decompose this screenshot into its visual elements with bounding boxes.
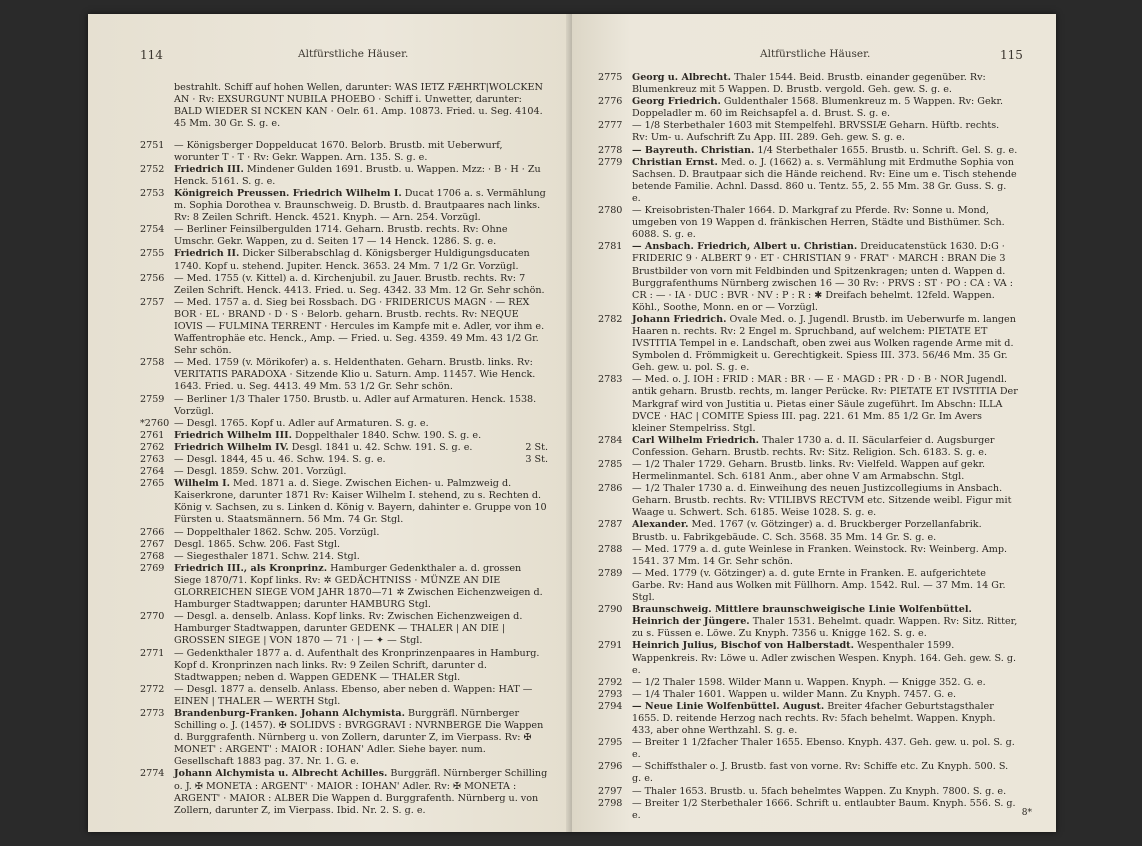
entry-number: 2783 bbox=[598, 374, 623, 386]
entry-title: Friedrich Wilhelm IV. bbox=[174, 441, 289, 453]
entry-number: 2759 bbox=[140, 393, 165, 405]
catalog-entry bbox=[598, 543, 1018, 568]
catalog-entry bbox=[140, 163, 548, 188]
entry-title: Friedrich II. bbox=[174, 248, 240, 260]
entry-title: Christian Ernst. bbox=[632, 156, 718, 168]
catalog-entry bbox=[140, 429, 548, 442]
catalog-entry bbox=[598, 483, 1018, 519]
entry-number: 2776 bbox=[598, 96, 623, 108]
entry-text: — Kreisobristen-Thaler 1664. D. Markgraf zu Pferde. Rv: Sonne u. Mond, umgeben von 19 Wappen d. fränkischen Herren, Städte und Bisthümer. Sch. 6088. S. g. e. bbox=[632, 205, 1005, 241]
catalog-entry bbox=[598, 676, 1018, 689]
catalog-entry bbox=[140, 441, 548, 454]
entry-text: — Gedenkthaler 1877 a. d. Aufenthalt des Kronprinzenpaares in Hamburg. Kopf d. Kronprinzen nach links. Rv: 9 Zeilen Schrift, darunter d. Stadtwappen; neben d. Wappen GEDENK — THALER Stgl. bbox=[174, 647, 540, 683]
entry-text: — Berliner Feinsilbergulden 1714. Geharn. Brustb. rechts. Rv: Ohne Umschr. Gekr. Wappen, zu d. Seiten 17 — 14 Henck. 1286. S. g. e. bbox=[174, 224, 508, 248]
entry-number: 2763 bbox=[140, 454, 165, 465]
entry-text: Doppelthaler 1840. Schw. 190. S. g. e. bbox=[294, 429, 482, 441]
entry-number: 2752 bbox=[140, 163, 165, 175]
entry-text: — 1/4 Thaler 1601. Wappen u. wilder Mann. Zu Knyph. 7457. G. e. bbox=[632, 688, 957, 700]
entry-text: — Desgl. 1844, 45 u. 46. Schw. 194. S. g. e. bbox=[174, 454, 386, 465]
entry-text: — Med. 1755 (v. Kittel) a. d. Kirchenjubil. zu Jauer. Brustb. rechts. Rv: 7 Zeilen Schrift. Henck. 4413. Fried. u. Seg. 4342. 33 Mm. 12 Gr. Sehr schön. bbox=[174, 272, 545, 296]
catalog-entry bbox=[140, 647, 548, 684]
catalog-entry bbox=[140, 707, 548, 768]
entry-number: 2757 bbox=[140, 296, 165, 308]
entry-title: Georg u. Albrecht. bbox=[632, 72, 731, 83]
catalog-entry bbox=[598, 567, 1018, 604]
entry-text: Hamburger Gedenkthaler a. d. grossen Siege 1870/71. Kopf links. Rv: ✲ GEDÄCHTNISS · MÜNZE AN DIE GLORREICHEN SIEGE VOM JAHR 1870—71 ✲ Zwischen Eichenzweigen d. Hamburger Stadtwappen; darunter HAMBURG Stgl. bbox=[174, 562, 543, 611]
entry-quantity: 3 St. bbox=[525, 454, 548, 465]
entry-number: 2758 bbox=[140, 357, 165, 369]
entry-text: Burggräfl. Nürnberger Schilling o. J. (1457). ✠ SOLIDVS : BVRGGRAVI : NVRNBERGE Die Wappen d. Burggrafenth. Nürnberg u. von Zollern, darunter Z, im Vierpass. Rv: ✠ MONET' : ARGENT' : MAIOR : IOHAN' Adler. Siehe bayer. num. Gesellschaft 1883 pag. 37. Nr. 1. G. e. bbox=[174, 707, 544, 768]
catalog-entry bbox=[140, 296, 548, 357]
right-page-number: 115 bbox=[1000, 48, 1023, 62]
entry-text: Ducat 1706 a. s. Vermählung m. Sophia Dorothea v. Braunschweig. D. Brustb. d. Brautpaares nach links. Rv: 8 Zeilen Schrift. Henck. 4521. Knyph. — Arn. 254. Vorzügl. bbox=[174, 187, 546, 224]
entry-title: Heinrich Julius, Bischof von Halberstadt. bbox=[632, 640, 854, 652]
entry-number: 2770 bbox=[140, 611, 165, 623]
catalog-entry bbox=[140, 139, 548, 164]
entry-title: Friedrich III. bbox=[174, 163, 244, 175]
entry-title: Braunschweig. Mittlere braunschweigische Linie Wolfenbüttel. Heinrich der Jüngere. bbox=[632, 604, 972, 628]
catalog-entry bbox=[598, 96, 1018, 120]
entry-number: 2768 bbox=[140, 550, 165, 562]
entry-number: 2794 bbox=[598, 700, 623, 712]
entry-text: — Königsberger Doppelducat 1670. Belorb. Brustb. mit Ueberwurf, worunter T · T · Rv: Gekr. Wappen. Arn. 135. S. g. e. bbox=[174, 139, 503, 163]
entry-number: 2788 bbox=[598, 543, 623, 555]
entry-title: Johann Alchymista u. Albrecht Achilles. bbox=[174, 768, 388, 780]
entry-text: Desgl. 1865. Schw. 206. Fast Stgl. bbox=[174, 538, 341, 550]
entry-title: Wilhelm I. bbox=[174, 478, 230, 490]
catalog-entry bbox=[598, 688, 1018, 701]
entry-number: 2761 bbox=[140, 429, 165, 441]
catalog-entry bbox=[140, 550, 548, 563]
entry-number: 2764 bbox=[140, 466, 165, 478]
entry-title: Friedrich Wilhelm III. bbox=[174, 429, 292, 441]
entry-title: Friedrich III., als Kronprinz. bbox=[174, 562, 328, 574]
entry-number: 2765 bbox=[140, 478, 165, 490]
entry-text: Med. 1871 a. d. Siege. Zwischen Eichen- u. Palmzweig d. Kaiserkrone, darunter 1871 Rv: Kaiser Wilhelm I. stehend, zu s. Rechten d. König v. Sachsen, zu s. Linken d. König v. Bayern, dahinter e. Gruppe von 10 Fürsten u. Staatsmännern. 56 Mm. 74 Gr. Stgl. bbox=[174, 478, 547, 526]
entry-text: — 1/8 Sterbethaler 1603 mit Stempelfehl. BRVSSIÆ Geharn. Hüftb. rechts. Rv: Um- u. Aufschrift Zu App. III. 289. Geh. gew. S. g. e. bbox=[632, 120, 1000, 144]
entry-text: — Med. 1757 a. d. Sieg bei Rossbach. DG · FRIDERICUS MAGN · — REX BOR · EL · BRAND · D · S · Belorb. geharn. Brustb. rechts. Rv: NEQUE IOVIS — FULMINA TERRENT · Hercules im Kampfe mit e. Adler, vor ihm e. Waffentrophäe etc. Henck., Amp. — Fried. u. Seg. 4359. 49 Mm. 43 1/2 Gr. Sehr schön. bbox=[174, 296, 545, 357]
entry-text: Thaler 1531. Behelmt. quadr. Wappen. Rv: Sitz. Ritter, zu s. Füssen e. Löwe. Zu Knyph. 7356 u. Knigge 162. S. g. e. bbox=[632, 616, 1018, 640]
entry-text: Guldenthaler 1568. Blumenkreuz m. 5 Wappen. Rv: Gekr. Doppeladler m. 60 im Reichsapfel a. d. Brust. S. g. e. bbox=[632, 96, 1004, 120]
catalog-entry bbox=[598, 241, 1018, 314]
left-running-head: Altfürstliche Häuser. bbox=[298, 48, 409, 60]
entry-text: Thaler 1730 a. d. II. Säcularfeier d. Augsburger Confession. Geharn. Brustb. rechts. Rv: Sitz. Religion. Sch. 6183. S. g. e. bbox=[632, 434, 995, 458]
catalog-entry bbox=[598, 434, 1018, 459]
entry-text: 1/4 Sterbethaler 1655. Brustb. u. Schrift. Gel. S. g. e. bbox=[757, 144, 1018, 156]
entry-text: — Desgl. 1859. Schw. 201. Vorzügl. bbox=[174, 466, 347, 478]
entry-title: — Bayreuth. Christian. bbox=[632, 144, 755, 156]
entry-number: 2795 bbox=[598, 737, 623, 749]
entry-number: 2786 bbox=[598, 483, 623, 495]
entry-number: 2754 bbox=[140, 224, 165, 236]
catalog-entry bbox=[140, 224, 548, 248]
catalog-entry bbox=[598, 797, 1018, 822]
catalog-entry bbox=[598, 144, 1018, 157]
entry-text: Desgl. 1841 u. 42. Schw. 191. S. g. e. bbox=[291, 441, 473, 453]
entry-number: 2790 bbox=[598, 604, 623, 616]
entry-number: 2769 bbox=[140, 562, 165, 574]
entry-title: — Neue Linie Wolfenbüttel. August. bbox=[632, 700, 825, 712]
entry-text: Burggräfl. Nürnberger Schilling o. J. ✠ MONETA : ARGENT' · MAIOR : IOHAN' Adler. Rv: ✠ MONETA : ARGENT' · MAIOR : ALBER Die Wappen d. Burggrafenth. Nürnberg u. von Zollern, darunter Z, im Vierpass. Ibid. Nr. 2. S. g. e. bbox=[174, 768, 548, 816]
entry-text: — Med. o. J. IOH : FRID : MAR : BR · — E · MAGD : PR · D · B · NOR Jugendl. antik geharn. Brustb. rechts, m. langer Perücke. Rv: PIETATE ET IVSTITIA Der Markgraf wird von Justitia u. Pietas einer Säule zugeführt. Im Abschn: ILLA DVCE · HAC | COMITE Spiess III. pag. 221. 61 Mm. 85 1/2 Gr. Im Avers kleiner Stempelriss. Stgl. bbox=[632, 374, 1018, 434]
catalog-entry bbox=[140, 187, 548, 224]
entry-text: — Breiter 1 1/2facher Thaler 1655. Ebenso. Knyph. 437. Geh. gew. u. pol. S. g. e. bbox=[632, 737, 1015, 761]
entry-number: 2782 bbox=[598, 313, 623, 325]
catalog-entry bbox=[140, 611, 548, 647]
right-entries bbox=[598, 72, 1018, 822]
catalog-entry bbox=[140, 526, 548, 539]
entry-number: 2756 bbox=[140, 272, 165, 284]
catalog-entry bbox=[598, 205, 1018, 241]
right-page bbox=[572, 14, 1056, 832]
entry-number: 2778 bbox=[598, 144, 623, 156]
catalog-entry bbox=[598, 604, 1018, 640]
catalog-entry bbox=[598, 156, 1018, 205]
catalog-entry bbox=[140, 538, 548, 551]
catalog-entry bbox=[140, 683, 548, 708]
entry-number: 2767 bbox=[140, 538, 165, 550]
catalog-entry bbox=[598, 120, 1018, 144]
catalog-entry bbox=[140, 466, 548, 478]
entry-text: — 1/2 Thaler 1598. Wilder Mann u. Wappen. Knyph. — Knigge 352. G. e. bbox=[632, 676, 986, 688]
entry-number: 2771 bbox=[140, 647, 165, 659]
entry-number: 2751 bbox=[140, 139, 165, 151]
entry-number: 2792 bbox=[598, 676, 623, 688]
entry-text: Dicker Silberabschlag d. Königsberger Huldigungsducaten 1740. Kopf u. stehend. Jupiter. Henck. 3653. 24 Mm. 7 1/2 Gr. Vorzügl. bbox=[174, 248, 530, 272]
entry-number: 2755 bbox=[140, 248, 165, 260]
entry-text: — Desgl. 1877 a. denselb. Anlass. Ebenso, aber neben d. Wappen: HAT — EINEN | THALER — WERTH Stgl. bbox=[174, 683, 533, 707]
catalog-entry bbox=[140, 768, 548, 816]
entry-text: — Desgl. a. denselb. Anlass. Kopf links. Rv: Zwischen Eichenzweigen d. Hamburger Stadtwappen, darunter GEDENK — THALER | AN DIE | GROSSEN SIEGE | VON 1870 — 71 · | — ✦ — Stgl. bbox=[174, 611, 523, 647]
entry-text: — Thaler 1653. Brustb. u. 5fach behelmtes Wappen. Zu Knyph. 7800. S. g. e. bbox=[632, 785, 1007, 797]
entry-text: Thaler 1544. Beid. Brustb. einander gegenüber. Rv: Blumenkreuz mit 5 Wappen. D. Brustb. vergold. Geh. gew. S. g. e. bbox=[632, 72, 986, 96]
entry-text: — 1/2 Thaler 1730 a. d. Einweihung des neuen Justizcollegiums in Ansbach. Geharn. Brustb. rechts. Rv: VTILIBVS RECTVM etc. Sitzende weibl. Figur mit Waage u. Schwert. Sch. 6185. Weise 1028. S. g. e. bbox=[632, 483, 1012, 519]
entry-text: — Desgl. 1765. Kopf u. Adler auf Armaturen. S. g. e. bbox=[174, 417, 429, 429]
entry-number: 2791 bbox=[598, 640, 623, 652]
entry-number: 2779 bbox=[598, 156, 623, 168]
catalog-entry bbox=[598, 519, 1018, 543]
catalog-entry bbox=[140, 454, 548, 466]
entry-title: Carl Wilhelm Friedrich. bbox=[632, 434, 760, 446]
catalog-entry bbox=[598, 313, 1018, 374]
entry-number: 2798 bbox=[598, 797, 623, 809]
entry-number: 2777 bbox=[598, 120, 623, 132]
entry-text: — Med. 1779 a. d. gute Weinlese in Franken. Weinstock. Rv: Weinberg. Amp. 1541. 37 Mm. 14 Gr. Sehr schön. bbox=[632, 543, 1008, 567]
entry-number: 2762 bbox=[140, 441, 165, 453]
entry-text: Breiter 4facher Geburtstagsthaler 1655. D. reitende Herzog nach rechts. Rv: 5fach behelmt. Wappen. Knyph. 433, aber ohne Werthzahl. S. g. e. bbox=[632, 700, 996, 737]
entry-number: 2789 bbox=[598, 567, 623, 579]
catalog-entry bbox=[598, 737, 1018, 761]
catalog-entry bbox=[598, 785, 1018, 798]
entry-number: 2772 bbox=[140, 683, 165, 695]
entry-text: — Breiter 1/2 Sterbethaler 1666. Schrift u. entlaubter Baum. Knyph. 556. S. g. e. bbox=[632, 797, 1016, 821]
entry-text: — Med. 1779 (v. Götzinger) a. d. gute Ernte in Franken. E. aufgerichtete Garbe. Rv: Hand aus Wolken mit Füllhorn. Amp. 1542. Rul. — 37 Mm. 14 Gr. Stgl. bbox=[632, 567, 1006, 604]
entry-number: 2793 bbox=[598, 688, 623, 700]
catalog-entry bbox=[140, 562, 548, 611]
entry-title: Brandenburg-Franken. Johann Alchymista. bbox=[174, 707, 405, 719]
left-page bbox=[88, 14, 572, 832]
catalog-entry bbox=[140, 248, 548, 272]
catalog-entry bbox=[598, 700, 1018, 737]
continuation-text: bestrahlt. Schiff auf hohen Wellen, darunter: WAS IETZ FÆHRT|WOLCKEN AN · Rv: EXSURGUNT NUBILA PHOEBO · Schiff i. Unwetter, darunter: BALD WIEDER SI NCKEN KAN · Oelr. 61. Amp. 10873. Fried. u. Seg. 4104. 45 Mm. 30 Gr. S. g. e. bbox=[174, 81, 543, 129]
entry-number: 2787 bbox=[598, 519, 623, 531]
entry-text: Dreiducatenstück 1630. D:G · FRIDERIC 9 · ALBERT 9 · ET · CHRISTIAN 9 · FRAT' · MARCH : BRAN Die 3 Brustbilder von vorn mit Feldbinden und Spitzenkragen; unten d. Wappen d. Burggrafenthums Nürnberg zwischen 16 — 30 Rv: · PRVS : ST · PO : CA : VA : CR : — · IA · DUC : BVR · NV : P : R : ✱ Dreifach behelmt. 12feld. Wappen. Köhl., Soothe, Monn. en or — Vorzügl. bbox=[632, 241, 1013, 313]
catalog-entry bbox=[140, 478, 548, 526]
entry-number: *2760 bbox=[140, 417, 170, 429]
catalog-entry bbox=[140, 357, 548, 393]
catalog-entry bbox=[140, 272, 548, 297]
entry-text: — 1/2 Thaler 1729. Geharn. Brustb. links. Rv: Vielfeld. Wappen auf gekr. Hermelinmantel. Sch. 6181 Anm., aber ohne V am Armabschn. Stgl. bbox=[632, 459, 986, 483]
entry-number: 2753 bbox=[140, 187, 165, 199]
catalog-entry bbox=[598, 761, 1018, 785]
entry-text: — Med. 1759 (v. Mörikofer) a. s. Heldenthaten. Geharn. Brustb. links. Rv: VERITATIS PARADOXA · Sitzende Klio u. Saturn. Amp. 11457. Wie Henck. 1643. Fried. u. Seg. 4413. 49 Mm. 53 1/2 Gr. Sehr schön. bbox=[174, 357, 536, 393]
left-entries bbox=[140, 72, 548, 817]
entry-text: Ovale Med. o. J. Jugendl. Brustb. im Ueberwurfe m. langen Haaren n. rechts. Rv: 2 Engel m. Spruchband, auf welchem: PIETATE ET IVSTITIA Tempel in e. Landschaft, oben zwei aus Wolken ragende Arme mit d. Symbolen d. Frömmigkeit u. Gerechtigkeit. Spiess III. 373. 56/46 Mm. 35 Gr. Geh. gew. u. pol. S. g. e. bbox=[632, 313, 1016, 374]
entry-number: 2785 bbox=[598, 459, 623, 470]
entry-number: 2766 bbox=[140, 526, 165, 538]
entry-title: Alexander. bbox=[632, 519, 689, 531]
entry-text: Mindener Gulden 1691. Brustb. u. Wappen. Mzz: · B · H · Zu Henck. 5161. S. g. e. bbox=[174, 163, 541, 187]
catalog-entry bbox=[598, 640, 1018, 676]
entry-text: — Doppelthaler 1862. Schw. 205. Vorzügl. bbox=[174, 526, 380, 538]
entry-number: 2773 bbox=[140, 707, 165, 719]
catalog-entry bbox=[598, 459, 1018, 483]
signature-mark: 8* bbox=[1021, 808, 1032, 818]
entry-number: 2774 bbox=[140, 768, 165, 780]
entry-number: 2780 bbox=[598, 205, 623, 217]
entry-text: Wespenthaler 1599. Wappenkreis. Rv: Löwe u. Adler zwischen Wespen. Knyph. 164. Geh. gew. S. g. e. bbox=[632, 640, 1017, 676]
entry-text: Med. 1767 (v. Götzinger) a. d. Bruckberger Porzellanfabrik. Brustb. u. Fabrikgebäude. C. Sch. 3568. 35 Mm. 14 Gr. S. g. e. bbox=[632, 519, 982, 543]
catalog-entry bbox=[140, 393, 548, 418]
entry-title: Johann Friedrich. bbox=[632, 313, 727, 325]
book-spread bbox=[88, 14, 1056, 832]
entry-number: 2784 bbox=[598, 434, 623, 446]
entry-text: Med. o. J. (1662) a. s. Vermählung mit Erdmuthe Sophia von Sachsen. D. Brautpaar sich die Hände reichend. Rv: Eine um e. Tisch stehende betende Familie. Achnl. Dassd. 860 u. Tentz. 55, 2. 55 Mm. 38 Gr. Guss. S. g. e. bbox=[632, 156, 1017, 204]
left-page-number: 114 bbox=[140, 48, 163, 62]
entry-number: 2781 bbox=[598, 241, 623, 253]
right-running-head: Altfürstliche Häuser. bbox=[760, 48, 871, 60]
entry-title: — Ansbach. Friedrich, Albert u. Christian. bbox=[632, 241, 858, 253]
entry-number: 2797 bbox=[598, 785, 623, 797]
catalog-entry bbox=[598, 72, 1018, 96]
entry-text: — Schiffsthaler o. J. Brustb. fast von vorne. Rv: Schiffe etc. Zu Knyph. 500. S. g. e. bbox=[632, 761, 1009, 785]
entry-quantity: 2 St. bbox=[525, 441, 548, 453]
catalog-entry bbox=[598, 374, 1018, 434]
entry-number: 2775 bbox=[598, 72, 623, 83]
entry-text: — Berliner 1/3 Thaler 1750. Brustb. u. Adler auf Armaturen. Henck. 1538. Vorzügl. bbox=[174, 393, 537, 417]
entry-text: — Siegesthaler 1871. Schw. 214. Stgl. bbox=[174, 550, 360, 562]
entry-number: 2796 bbox=[598, 761, 623, 773]
catalog-entry bbox=[140, 417, 548, 430]
entry-title: Königreich Preussen. Friedrich Wilhelm I. bbox=[174, 187, 402, 199]
entry-title: Georg Friedrich. bbox=[632, 96, 721, 108]
